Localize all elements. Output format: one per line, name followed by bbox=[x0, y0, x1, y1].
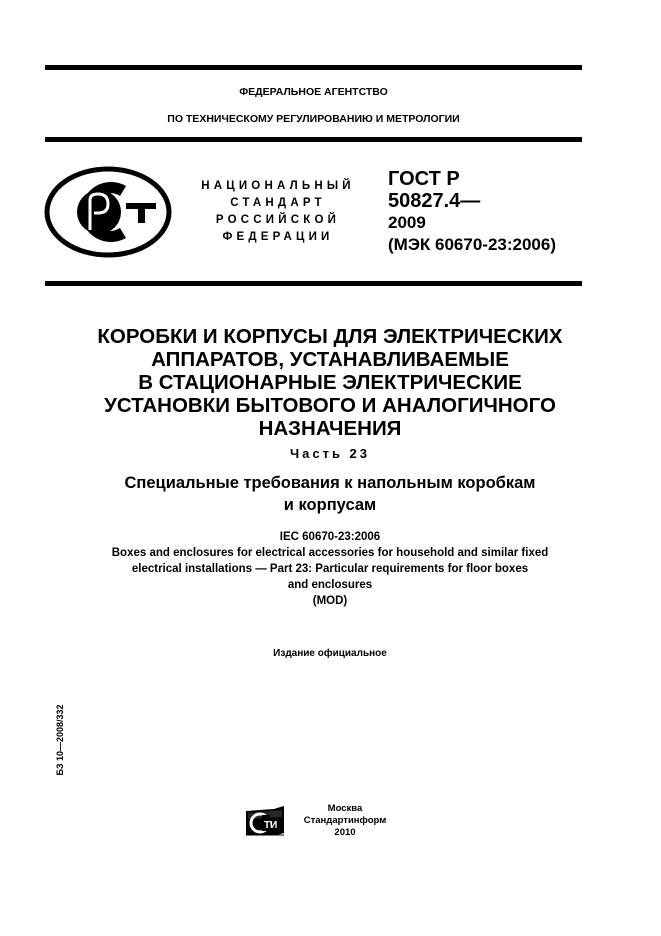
publisher-name: Стандартинформ bbox=[303, 815, 387, 826]
document-title bbox=[40, 325, 620, 440]
svg-text:ТИ: ТИ bbox=[264, 820, 278, 831]
title-line: КОРОБКИ И КОРПУСЫ ДЛЯ ЭЛЕКТРИЧЕСКИХ bbox=[97, 325, 563, 348]
iec-title-line: electrical installations — Part 23: Particular requirements for floor boxes bbox=[131, 563, 529, 575]
document-subtitle bbox=[40, 472, 620, 516]
agency-line-2: ПО ТЕХНИЧЕСКОМУ РЕГУЛИРОВАНИЮ И МЕТРОЛОГИИ bbox=[167, 113, 460, 125]
top-rule bbox=[45, 65, 582, 70]
iec-code: IEC 60670-23:2006 bbox=[279, 531, 381, 543]
iec-mod: (MOD) bbox=[312, 595, 348, 607]
designation-line-1: ГОСТ Р bbox=[388, 168, 460, 190]
standard-designation bbox=[388, 168, 556, 256]
iec-title-line: Boxes and enclosures for electrical accessories for household and similar fixed bbox=[111, 547, 549, 559]
title-line: НАЗНАЧЕНИЯ bbox=[258, 417, 402, 440]
national-standard-line: РОССИЙСКОЙ bbox=[215, 214, 341, 226]
subtitle-line: Специальные требования к напольным коробкам bbox=[124, 474, 536, 492]
national-standard-line: НАЦИОНАЛЬНЫЙ bbox=[201, 180, 355, 192]
subtitle-line: и корпусам bbox=[283, 496, 377, 514]
national-standard-line: СТАНДАРТ bbox=[230, 197, 326, 209]
title-line: В СТАЦИОНАРНЫЕ ЭЛЕКТРИЧЕСКИЕ bbox=[138, 371, 522, 394]
designation-line-2: 50827.4— bbox=[388, 190, 481, 212]
part-number: Часть 23 bbox=[289, 446, 371, 461]
publisher-info bbox=[290, 803, 400, 839]
iec-title-line: and enclosures bbox=[287, 579, 373, 591]
publisher-city: Москва bbox=[327, 803, 363, 814]
rst-logo-icon bbox=[44, 166, 172, 258]
agency-line-1: ФЕДЕРАЛЬНОЕ АГЕНТСТВО bbox=[239, 86, 388, 98]
header-rule bbox=[45, 137, 582, 142]
designation-line-4: (МЭК 60670-23:2006) bbox=[388, 235, 556, 254]
designation-line-3: 2009 bbox=[388, 213, 426, 232]
title-line: АППАРАТОВ, УСТАНАВЛИВАЕМЫЕ bbox=[151, 348, 509, 371]
national-standard-label bbox=[188, 178, 368, 246]
international-standard-ref bbox=[40, 529, 620, 609]
standartinform-logo-icon bbox=[244, 805, 286, 837]
national-standard-line: ФЕДЕРАЦИИ bbox=[222, 231, 334, 243]
edition-label: Издание официальное bbox=[273, 648, 387, 659]
side-note: БЗ 10—2008/332 bbox=[55, 704, 65, 776]
publisher-year: 2010 bbox=[334, 827, 356, 838]
title-line: УСТАНОВКИ БЫТОВОГО И АНАЛОГИЧНОГО bbox=[104, 394, 556, 417]
designation-rule bbox=[45, 281, 582, 286]
